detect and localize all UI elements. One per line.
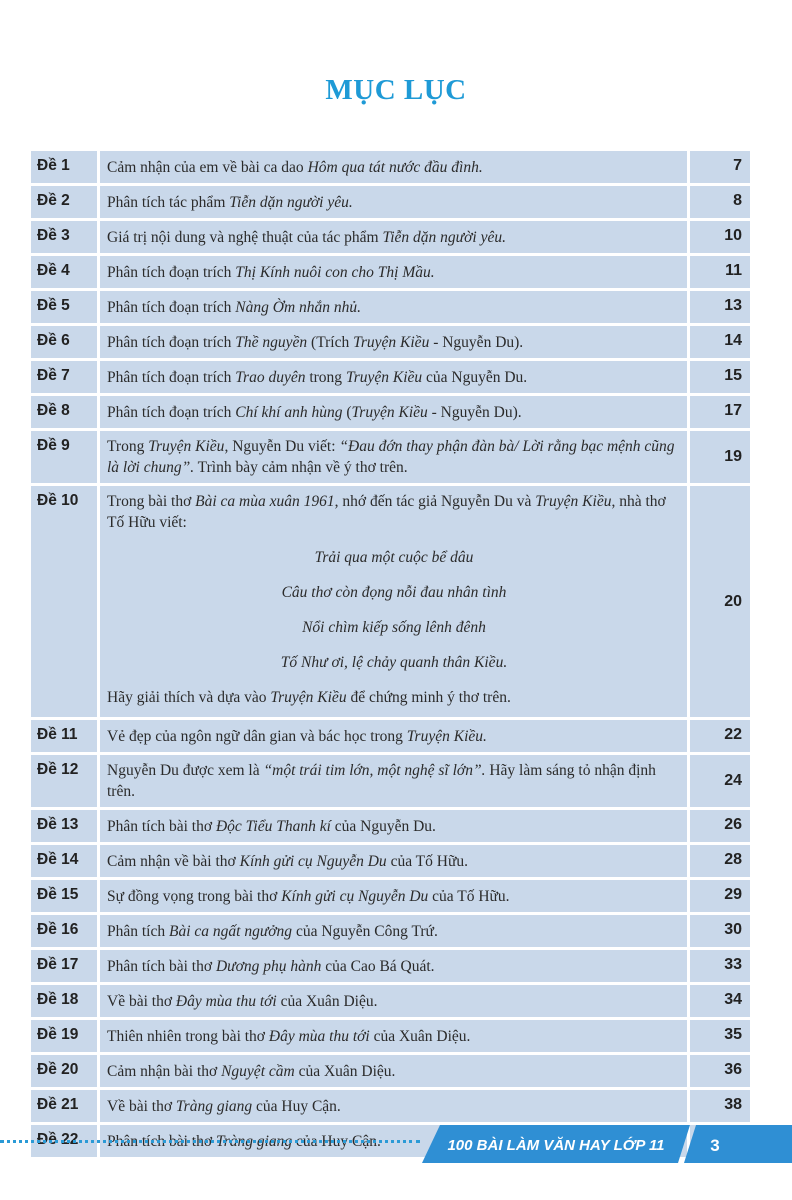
- toc-row[interactable]: [31, 810, 750, 842]
- text-segment: trong: [305, 369, 346, 386]
- toc-title: [100, 361, 687, 393]
- toc-page-number: 34: [690, 985, 750, 1017]
- toc-label: Đề 4: [31, 256, 97, 288]
- text-segment: của Xuân Diệu.: [294, 1063, 396, 1080]
- toc-label: Đề 5: [31, 291, 97, 323]
- italic-text: Chí khí anh hùng: [235, 404, 343, 421]
- text-segment: Trình bày cảm nhận về ý thơ trên.: [194, 459, 408, 476]
- text-segment: Hãy làm sáng tỏ nhận định trên.: [107, 762, 656, 800]
- italic-text: Kính gửi cụ Nguyễn Du: [239, 853, 387, 870]
- footer-book-title: 100 BÀI LÀM VĂN HAY LỚP 11: [447, 1137, 665, 1154]
- text-segment: Phân tích: [107, 923, 169, 940]
- toc-label: Đề 12: [31, 755, 97, 807]
- italic-text: “Đau đớn thay phận đàn bà/ Lời rằng bạc mệnh cũng là lời chung”.: [107, 438, 675, 476]
- toc-label: Đề 19: [31, 1020, 97, 1052]
- toc-label: Đề 6: [31, 326, 97, 358]
- text-segment: của Nguyễn Công Trứ.: [292, 923, 438, 940]
- toc-label: Đề 21: [31, 1090, 97, 1122]
- italic-text: Bài ca ngất ngưởng: [169, 923, 293, 940]
- toc-label: Đề 13: [31, 810, 97, 842]
- toc-page-number: 19: [690, 431, 750, 483]
- toc-page-number: 24: [690, 755, 750, 807]
- text-segment: (: [342, 404, 352, 421]
- toc-row[interactable]: [31, 151, 750, 183]
- toc-title: [100, 720, 687, 752]
- toc-title: [100, 985, 687, 1017]
- text-segment: Cảm nhận bài thơ: [107, 1063, 222, 1080]
- toc-title: [100, 256, 687, 288]
- toc-title: [100, 1020, 687, 1052]
- italic-text: Truyện Kiều: [270, 689, 347, 706]
- text-segment: Phân tích đoạn trích: [107, 404, 236, 421]
- toc-title: [100, 1055, 687, 1087]
- page-title: MỤC LỤC: [325, 74, 467, 106]
- text-segment: - Nguyễn Du).: [429, 334, 524, 351]
- italic-text: Nguyệt cầm: [221, 1063, 295, 1080]
- italic-text: Tràng giang: [175, 1098, 253, 1115]
- toc-label: Đề 10: [31, 486, 97, 717]
- toc-row[interactable]: [31, 845, 750, 877]
- toc-row[interactable]: [31, 291, 750, 323]
- toc-label: Đề 14: [31, 845, 97, 877]
- toc-label: Đề 17: [31, 950, 97, 982]
- toc-row[interactable]: [31, 256, 750, 288]
- text-segment: của Tố Hữu.: [386, 853, 468, 870]
- toc-page-number: 30: [690, 915, 750, 947]
- toc-row[interactable]: [31, 361, 750, 393]
- italic-text: Tiễn dặn người yêu.: [382, 229, 506, 246]
- text-segment: của Cao Bá Quát.: [321, 958, 435, 975]
- text-segment: Phân tích đoạn trích: [107, 334, 236, 351]
- text-segment: để chứng minh ý thơ trên.: [346, 689, 511, 706]
- text-segment: của Huy Cận.: [292, 1133, 381, 1150]
- toc-page-number: 7: [690, 151, 750, 183]
- toc-title: [100, 291, 687, 323]
- text-segment: của Huy Cận.: [252, 1098, 341, 1115]
- text-segment: Sự đồng vọng trong bài thơ: [107, 888, 282, 905]
- italic-text: Kính gửi cụ Nguyễn Du: [281, 888, 429, 905]
- footer-page-number: 3: [710, 1136, 720, 1155]
- toc-page-number: 14: [690, 326, 750, 358]
- italic-text: Truyện Kiều: [148, 438, 225, 455]
- toc-label: Đề 11: [31, 720, 97, 752]
- toc-row[interactable]: [31, 755, 750, 807]
- toc-row[interactable]: [31, 950, 750, 982]
- text-segment: Phân tích đoạn trích: [107, 264, 236, 281]
- toc-row[interactable]: [31, 1090, 750, 1122]
- toc-title: [100, 845, 687, 877]
- toc-table: [28, 148, 753, 1160]
- toc-title: [100, 396, 687, 428]
- toc-row[interactable]: [31, 985, 750, 1017]
- toc-title: [100, 755, 687, 807]
- text-segment: Phân tích bài thơ: [107, 958, 216, 975]
- toc-title: [100, 431, 687, 483]
- toc-title: [100, 810, 687, 842]
- toc-title: [100, 486, 687, 717]
- toc-label: Đề 1: [31, 151, 97, 183]
- text-segment: của Xuân Diệu.: [369, 1028, 471, 1045]
- toc-row[interactable]: [31, 486, 750, 717]
- toc-row[interactable]: [31, 880, 750, 912]
- text-segment: Phân tích bài thơ: [107, 818, 216, 835]
- toc-title: [100, 880, 687, 912]
- italic-text: Tiễn dặn người yêu.: [229, 194, 353, 211]
- text-segment: Phân tích tác phẩm: [107, 194, 230, 211]
- toc-label: Đề 18: [31, 985, 97, 1017]
- italic-text: Truyện Kiều: [353, 334, 430, 351]
- toc-page-number: 10: [690, 221, 750, 253]
- text-segment: Nguyễn Du được xem là: [107, 762, 264, 779]
- text-segment: Trong bài thơ: [107, 493, 196, 510]
- toc-page-number: 8: [690, 186, 750, 218]
- poem-block: [107, 547, 681, 673]
- toc-row[interactable]: [31, 720, 750, 752]
- toc-title: [100, 950, 687, 982]
- toc-row[interactable]: [31, 1055, 750, 1087]
- italic-text: “một trái tim lớn, một nghệ sĩ lớn”.: [263, 762, 486, 779]
- text-segment: của Nguyễn Du.: [422, 369, 528, 386]
- poem-line: Nổi chìm kiếp sống lênh đênh: [302, 619, 486, 636]
- italic-text: Hôm qua tát nước đầu đình.: [307, 159, 483, 176]
- toc-title: [100, 326, 687, 358]
- text-segment: , nhà thơ Tố Hữu viết:: [107, 493, 666, 531]
- italic-text: Truyện Kiều: [345, 369, 423, 386]
- toc-label: Đề 9: [31, 431, 97, 483]
- toc-row[interactable]: [31, 221, 750, 253]
- toc-row[interactable]: [31, 186, 750, 218]
- toc-label: Đề 7: [31, 361, 97, 393]
- toc-row[interactable]: [31, 915, 750, 947]
- toc-page-number: 11: [690, 256, 750, 288]
- toc-row[interactable]: [31, 431, 750, 483]
- text-segment: Giá trị nội dung và nghệ thuật của tác phẩm: [107, 229, 383, 246]
- italic-text: Đây mùa thu tới: [175, 993, 277, 1010]
- italic-text: Bài ca mùa xuân 1961: [195, 493, 335, 510]
- text-segment: Hãy giải thích và dựa vào: [107, 689, 271, 706]
- italic-text: Truyện Kiều.: [406, 728, 487, 745]
- text-segment: Phân tích đoạn trích: [107, 369, 236, 386]
- toc-row[interactable]: [31, 1020, 750, 1052]
- italic-text: Truyện Kiều: [351, 404, 428, 421]
- toc-row[interactable]: [31, 326, 750, 358]
- text-segment: (Trích: [307, 334, 354, 351]
- toc-label: Đề 3: [31, 221, 97, 253]
- italic-text: Trao duyên: [235, 369, 306, 386]
- toc-page-number: 36: [690, 1055, 750, 1087]
- text-segment: - Nguyễn Du).: [427, 404, 522, 421]
- text-segment: của Xuân Diệu.: [276, 993, 378, 1010]
- poem-line: Trải qua một cuộc bể dâu: [314, 549, 474, 566]
- toc-title: [100, 151, 687, 183]
- text-segment: Phân tích đoạn trích: [107, 299, 236, 316]
- toc-title: [100, 186, 687, 218]
- toc-label: Đề 16: [31, 915, 97, 947]
- text-segment: Vẻ đẹp của ngôn ngữ dân gian và bác học trong: [107, 728, 407, 745]
- text-segment: , nhớ đến tác giả Nguyễn Du và: [334, 493, 536, 510]
- toc-page-number: 13: [690, 291, 750, 323]
- poem-line: Câu thơ còn đọng nỗi đau nhân tình: [281, 584, 507, 601]
- toc-page-number: 38: [690, 1090, 750, 1122]
- toc-title: [100, 221, 687, 253]
- toc-page-number: 26: [690, 810, 750, 842]
- italic-text: Thị Kính nuôi con cho Thị Mầu.: [235, 264, 435, 281]
- toc-row[interactable]: [31, 396, 750, 428]
- italic-text: Tràng giang: [215, 1133, 293, 1150]
- toc-label: Đề 2: [31, 186, 97, 218]
- toc-page-number: 17: [690, 396, 750, 428]
- text-segment: Cảm nhận về bài thơ: [107, 853, 240, 870]
- toc-label: Đề 8: [31, 396, 97, 428]
- italic-text: Dương phụ hành: [215, 958, 322, 975]
- text-segment: Về bài thơ: [107, 1098, 176, 1115]
- text-segment: Cảm nhận của em về bài ca dao: [107, 159, 308, 176]
- toc-label: Đề 20: [31, 1055, 97, 1087]
- italic-text: Đây mùa thu tới: [268, 1028, 370, 1045]
- toc-page-number: 33: [690, 950, 750, 982]
- text-segment: , Nguyễn Du viết:: [224, 438, 340, 455]
- text-segment: Trong: [107, 438, 149, 455]
- toc-label: Đề 15: [31, 880, 97, 912]
- text-segment: Phân tích bài thơ: [107, 1133, 216, 1150]
- footer-dotted-line: [0, 1140, 420, 1143]
- toc-label: Đề 22: [31, 1125, 97, 1157]
- toc-page-number: 15: [690, 361, 750, 393]
- italic-text: Nàng Ờm nhắn nhủ.: [235, 299, 362, 316]
- toc-page-number: 29: [690, 880, 750, 912]
- text-segment: của Tố Hữu.: [428, 888, 510, 905]
- toc-page-number: 28: [690, 845, 750, 877]
- footer-page-band: [684, 1125, 792, 1163]
- text-segment: Thiên nhiên trong bài thơ: [107, 1028, 269, 1045]
- poem-line: Tố Như ơi, lệ chảy quanh thân Kiều.: [280, 654, 508, 671]
- toc-title: [100, 1090, 687, 1122]
- toc-page-number: 35: [690, 1020, 750, 1052]
- footer-band: [422, 1125, 792, 1163]
- text-segment: Về bài thơ: [107, 993, 176, 1010]
- toc-title: [100, 915, 687, 947]
- italic-text: Truyện Kiều: [535, 493, 612, 510]
- toc-page-number: 20: [690, 486, 750, 717]
- toc-page-number: 22: [690, 720, 750, 752]
- text-segment: của Nguyễn Du.: [330, 818, 436, 835]
- italic-text: Độc Tiểu Thanh kí: [215, 818, 331, 835]
- italic-text: Thề nguyền: [235, 334, 308, 351]
